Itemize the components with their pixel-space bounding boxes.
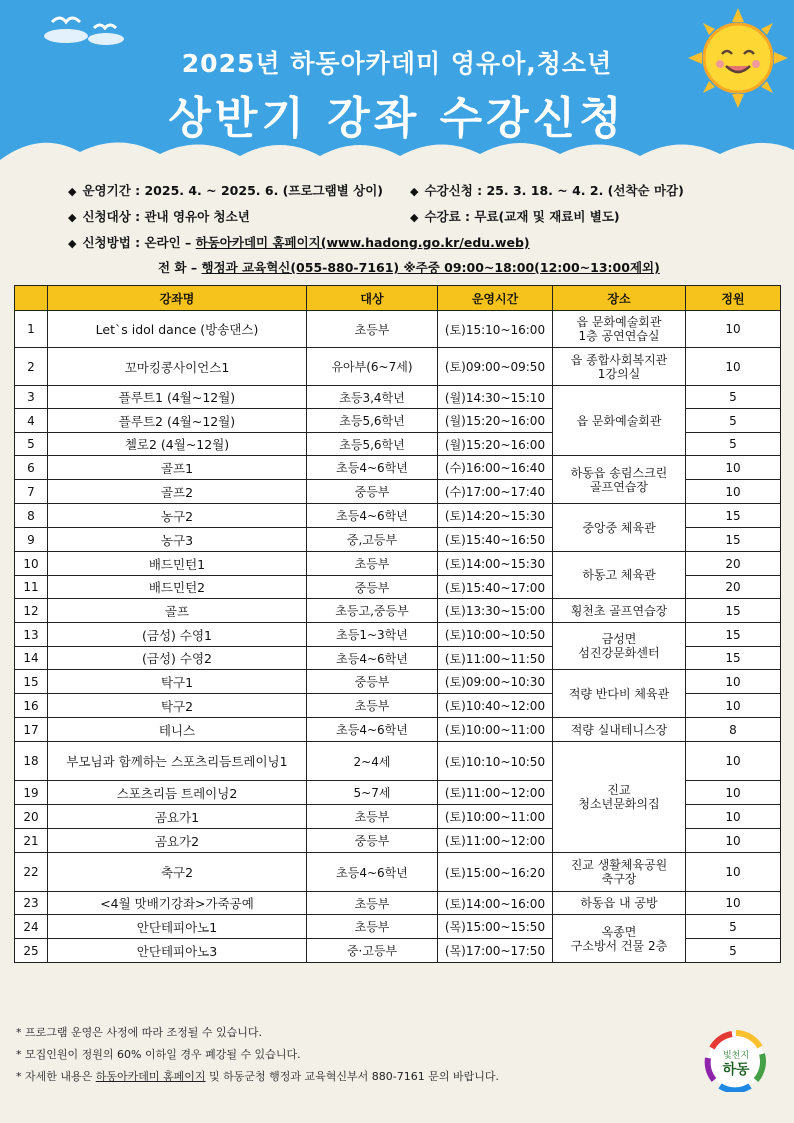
- cell-target: 초등부: [307, 694, 438, 718]
- cell-no: 1: [15, 311, 48, 348]
- place-line-2: 골프연습장: [590, 479, 648, 494]
- cell-no: 3: [15, 386, 48, 409]
- cell-time: (월)15:20~16:00: [438, 433, 553, 456]
- cell-time: (수)17:00~17:40: [438, 480, 553, 504]
- cell-course-name: 곰요가2: [48, 829, 307, 853]
- cloud-wave-decoration: [0, 130, 794, 178]
- cell-place: [553, 670, 686, 718]
- diamond-bullet-icon: ◆: [410, 211, 419, 224]
- diamond-bullet-icon: ◆: [68, 237, 77, 250]
- cell-course-name: 탁구2: [48, 694, 307, 718]
- cell-time: (토)15:40~16:50: [438, 528, 553, 552]
- cell-place: [553, 311, 686, 348]
- cell-target: 초등1~3학년: [307, 623, 438, 647]
- cell-place: [553, 386, 686, 456]
- cell-time: (토)10:00~11:00: [438, 718, 553, 742]
- cell-place: [553, 915, 686, 963]
- cell-target: 유아부(6~7세): [307, 348, 438, 386]
- place-line-1: 적량 실내테니스장: [570, 722, 668, 737]
- cell-time: (토)10:10~10:50: [438, 742, 553, 781]
- cell-target: 초등4~6학년: [307, 853, 438, 892]
- table-row: [15, 623, 781, 647]
- cell-target: 초등4~6학년: [307, 504, 438, 528]
- cell-no: 9: [15, 528, 48, 552]
- cell-time: (월)14:30~15:10: [438, 386, 553, 409]
- seagull-clouds-decoration: [32, 6, 142, 46]
- cell-capacity: 10: [686, 456, 781, 480]
- cell-course-name: 배드민턴1: [48, 552, 307, 576]
- cell-no: 11: [15, 576, 48, 599]
- table-row: [15, 670, 781, 694]
- cell-capacity: 10: [686, 892, 781, 915]
- cell-time: (토)10:40~12:00: [438, 694, 553, 718]
- cell-capacity: 10: [686, 348, 781, 386]
- cell-no: 25: [15, 939, 48, 963]
- info-registration: ◆ 수강신청 : 25. 3. 18. ~ 4. 2. (선착순 마감): [410, 183, 684, 198]
- col-header-time: 운영시간: [438, 286, 553, 311]
- cell-target: 초등부: [307, 552, 438, 576]
- place-line-1: 하동읍 내 공방: [580, 896, 658, 910]
- cell-capacity: 10: [686, 480, 781, 504]
- cell-time: (토)09:00~09:50: [438, 348, 553, 386]
- table-row: [15, 892, 781, 915]
- cell-course-name: 배드민턴2: [48, 576, 307, 599]
- note-3: * 자세한 내용은 하동아카데미 홈페이지 및 하동군청 행정과 교육혁신부서 880-7161 문의 바랍니다.: [16, 1070, 499, 1083]
- logo-top-text: 빛천지: [722, 1051, 750, 1061]
- place-line-1: 읍 문화예술회관: [576, 413, 662, 428]
- table-row: [15, 742, 781, 781]
- cell-capacity: 15: [686, 504, 781, 528]
- cell-target: 초등5,6학년: [307, 409, 438, 433]
- cell-no: 19: [15, 781, 48, 805]
- cell-capacity: 10: [686, 311, 781, 348]
- cell-course-name: 첼로2 (4월~12월): [48, 433, 307, 456]
- place-line-1: 읍 종합사회복지관: [570, 352, 668, 367]
- cell-no: 7: [15, 480, 48, 504]
- cell-place: [553, 552, 686, 599]
- cell-place: [553, 718, 686, 742]
- col-header-name: 강좌명: [48, 286, 307, 311]
- place-line-2: 청소년문화의집: [578, 797, 660, 811]
- sun-icon: [688, 8, 788, 108]
- cell-place: [553, 504, 686, 552]
- cell-no: 22: [15, 853, 48, 892]
- place-line-1: 하동고 체육관: [582, 568, 656, 582]
- cell-time: (토)13:30~15:00: [438, 599, 553, 623]
- table-row: [15, 915, 781, 939]
- cell-target: 초등3,4학년: [307, 386, 438, 409]
- notes: [16, 1024, 499, 1090]
- homepage-link-note[interactable]: 하동아카데미 홈페이지: [95, 1070, 206, 1083]
- cell-target: 중등부: [307, 480, 438, 504]
- note-1: * 프로그램 운영은 사정에 따라 조정될 수 있습니다.: [16, 1026, 262, 1039]
- info-phone: 전 화 – 행정과 교육혁신(055-880-7161) ※주중 09:00~18:00(12:00~13:00제외): [158, 260, 660, 275]
- col-header-target: 대상: [307, 286, 438, 311]
- table-row: [15, 386, 781, 409]
- cell-no: 14: [15, 647, 48, 670]
- place-line-2: 섬진강문화센터: [578, 646, 660, 660]
- cell-no: 21: [15, 829, 48, 853]
- cell-target: 초등고,중등부: [307, 599, 438, 623]
- cell-course-name: 스포츠리듬 트레이닝2: [48, 781, 307, 805]
- cell-course-name: 테니스: [48, 718, 307, 742]
- table-body: [15, 311, 781, 963]
- table-row: [15, 552, 781, 576]
- cell-no: 5: [15, 433, 48, 456]
- cell-time: (토)10:00~11:00: [438, 805, 553, 829]
- cell-no: 8: [15, 504, 48, 528]
- cell-time: (토)14:20~15:30: [438, 504, 553, 528]
- page-title: 상반기 강좌 수강신청: [168, 93, 626, 144]
- place-line-2: 1강의실: [597, 366, 641, 381]
- cell-time: (토)11:00~11:50: [438, 647, 553, 670]
- place-line-2: 1층 공연연습실: [578, 329, 660, 343]
- cell-course-name: 축구2: [48, 853, 307, 892]
- cell-no: 17: [15, 718, 48, 742]
- cell-capacity: 10: [686, 670, 781, 694]
- cell-course-name: (금성) 수영2: [48, 647, 307, 670]
- info-period: ◆ 운영기간 : 2025. 4. ~ 2025. 6. (프로그램별 상이): [68, 183, 383, 198]
- place-line-2: 축구장: [601, 872, 637, 886]
- table-header-row: [15, 286, 781, 311]
- cell-no: 6: [15, 456, 48, 480]
- cell-course-name: 플루트1 (4월~12월): [48, 386, 307, 409]
- cell-place: [553, 892, 686, 915]
- place-line-1: 읍 문화예술회관: [576, 315, 662, 329]
- cell-target: 초등부: [307, 892, 438, 915]
- place-line-2: 구소방서 건물 2층: [570, 938, 668, 953]
- cell-capacity: 15: [686, 599, 781, 623]
- diamond-bullet-icon: ◆: [68, 211, 77, 224]
- cell-time: (토)11:00~12:00: [438, 781, 553, 805]
- course-table: [14, 285, 781, 963]
- cell-target: 중·고등부: [307, 939, 438, 963]
- cell-place: [553, 599, 686, 623]
- cell-no: 13: [15, 623, 48, 647]
- cell-no: 10: [15, 552, 48, 576]
- cell-course-name: 곰요가1: [48, 805, 307, 829]
- place-line-1: 옥종면: [601, 924, 637, 939]
- cell-course-name: 농구3: [48, 528, 307, 552]
- logo-main-text: 하동: [722, 1062, 750, 1078]
- cell-time: (토)15:10~16:00: [438, 311, 553, 348]
- cell-target: 초등4~6학년: [307, 647, 438, 670]
- cell-capacity: 10: [686, 805, 781, 829]
- cell-course-name: 골프: [48, 599, 307, 623]
- place-line-1: 진교: [607, 783, 631, 797]
- cell-course-name: 꼬마킹콩사이언스1: [48, 348, 307, 386]
- cell-no: 4: [15, 409, 48, 433]
- cell-no: 23: [15, 892, 48, 915]
- cell-capacity: 10: [686, 853, 781, 892]
- cell-no: 12: [15, 599, 48, 623]
- cell-time: (토)09:00~10:30: [438, 670, 553, 694]
- place-line-1: 횡천초 골프연습장: [570, 603, 668, 618]
- note-2: * 모집인원이 정원의 60% 이하일 경우 폐강될 수 있습니다.: [16, 1048, 301, 1061]
- table-row: [15, 311, 781, 348]
- cell-capacity: 10: [686, 742, 781, 781]
- cell-target: 2~4세: [307, 742, 438, 781]
- cell-capacity: 15: [686, 623, 781, 647]
- header-banner: [0, 0, 794, 178]
- col-header-place: 장소: [553, 286, 686, 311]
- cell-time: (목)15:00~15:50: [438, 915, 553, 939]
- cell-course-name: 탁구1: [48, 670, 307, 694]
- cell-capacity: 8: [686, 718, 781, 742]
- cell-time: (토)15:00~16:20: [438, 853, 553, 892]
- place-line-1: 진교 생활체육공원: [570, 858, 668, 872]
- cell-no: 24: [15, 915, 48, 939]
- cell-no: 20: [15, 805, 48, 829]
- cell-course-name: (금성) 수영1: [48, 623, 307, 647]
- cell-capacity: 20: [686, 576, 781, 599]
- place-line-1: 하동읍 송림스크린: [570, 465, 668, 480]
- phone-detail: 행정과 교육혁신(055-880-7161) ※주중 09:00~18:00(12:00~13:00제외): [201, 260, 660, 275]
- table-row: [15, 718, 781, 742]
- cell-capacity: 5: [686, 433, 781, 456]
- cell-time: (토)15:40~17:00: [438, 576, 553, 599]
- info-target: ◆ 신청대상 : 관내 영유아 청소년: [68, 209, 250, 224]
- cell-place: [553, 456, 686, 504]
- cell-course-name: <4월 맛배기강좌>가죽공예: [48, 892, 307, 915]
- cell-course-name: Let`s idol dance (방송댄스): [48, 311, 307, 348]
- cell-capacity: 20: [686, 552, 781, 576]
- col-header-no: [15, 286, 48, 311]
- cell-capacity: 15: [686, 647, 781, 670]
- info-fee: ◆ 수강료 : 무료(교재 및 재료비 별도): [410, 209, 620, 224]
- place-line-1: 금성면: [601, 632, 637, 646]
- cell-place: [553, 623, 686, 670]
- place-line-1: 적량 반다비 체육관: [568, 686, 670, 701]
- cell-course-name: 골프2: [48, 480, 307, 504]
- cell-capacity: 5: [686, 939, 781, 963]
- cell-course-name: 안단테피아노3: [48, 939, 307, 963]
- cell-no: 2: [15, 348, 48, 386]
- cell-capacity: 10: [686, 781, 781, 805]
- cell-course-name: 골프1: [48, 456, 307, 480]
- cell-target: 중등부: [307, 670, 438, 694]
- cell-capacity: 10: [686, 829, 781, 853]
- cell-course-name: 플루트2 (4월~12월): [48, 409, 307, 433]
- cell-target: 초등4~6학년: [307, 718, 438, 742]
- diamond-bullet-icon: ◆: [410, 185, 419, 198]
- cell-time: (월)15:20~16:00: [438, 409, 553, 433]
- cell-capacity: 10: [686, 694, 781, 718]
- cell-target: 중,고등부: [307, 528, 438, 552]
- cell-target: 초등부: [307, 311, 438, 348]
- cell-target: 중등부: [307, 829, 438, 853]
- cell-no: 16: [15, 694, 48, 718]
- cell-capacity: 15: [686, 528, 781, 552]
- cell-course-name: 농구2: [48, 504, 307, 528]
- cell-time: (토)14:00~16:00: [438, 892, 553, 915]
- cell-time: (수)16:00~16:40: [438, 456, 553, 480]
- cell-course-name: 부모님과 함께하는 스포츠리듬트레이닝1: [48, 742, 307, 781]
- cell-target: 초등4~6학년: [307, 456, 438, 480]
- cell-course-name: 안단테피아노1: [48, 915, 307, 939]
- cell-target: 초등부: [307, 915, 438, 939]
- cell-time: (토)11:00~12:00: [438, 829, 553, 853]
- cell-capacity: 5: [686, 386, 781, 409]
- table-row: [15, 504, 781, 528]
- col-header-capacity: 정원: [686, 286, 781, 311]
- cell-place: [553, 853, 686, 892]
- cell-capacity: 5: [686, 915, 781, 939]
- cell-target: 초등5,6학년: [307, 433, 438, 456]
- info-method: ◆ 신청방법 : 온라인 – 하동아카데미 홈페이지(www.hadong.go.kr/edu.web): [68, 235, 530, 250]
- place-line-1: 중앙중 체육관: [582, 520, 656, 535]
- cell-no: 15: [15, 670, 48, 694]
- cell-target: 초등부: [307, 805, 438, 829]
- diamond-bullet-icon: ◆: [68, 185, 77, 198]
- cell-place: [553, 742, 686, 853]
- cell-target: 5~7세: [307, 781, 438, 805]
- cell-time: (토)14:00~15:30: [438, 552, 553, 576]
- table-row: [15, 456, 781, 480]
- table-row: [15, 348, 781, 386]
- table-row: [15, 599, 781, 623]
- hadong-logo: [700, 1030, 772, 1092]
- cell-place: [553, 348, 686, 386]
- cell-time: (목)17:00~17:50: [438, 939, 553, 963]
- cell-time: (토)10:00~10:50: [438, 623, 553, 647]
- table-row: [15, 853, 781, 892]
- cell-no: 18: [15, 742, 48, 781]
- page-subtitle: 2025년 하동아카데미 영유아,청소년: [181, 49, 613, 78]
- cell-target: 중등부: [307, 576, 438, 599]
- cell-capacity: 5: [686, 409, 781, 433]
- homepage-link[interactable]: 하동아카데미 홈페이지(www.hadong.go.kr/edu.web): [195, 235, 530, 250]
